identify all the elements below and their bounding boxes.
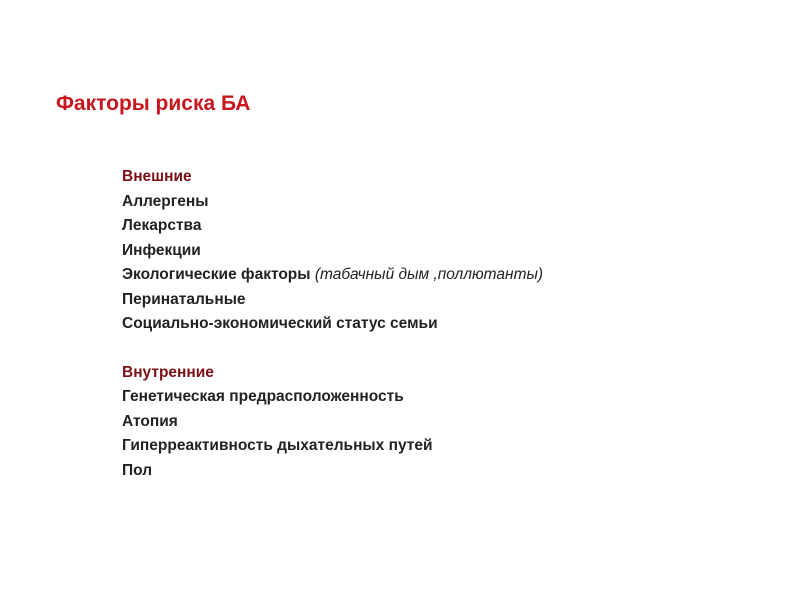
list-item-atopy [122, 410, 762, 435]
list-item-perinatal [122, 288, 762, 313]
item-text: Лекарства [122, 217, 202, 234]
item-text: Генетическая предрасположенность [122, 388, 404, 405]
list-item-airway-hyperreactivity [122, 434, 762, 459]
item-text: Аллергены [122, 192, 209, 210]
risk-factors-list [122, 165, 762, 507]
item-text: Пол [122, 461, 153, 479]
list-item-sex [122, 459, 762, 484]
group-internal [122, 361, 762, 484]
list-item-socioeconomic-status [122, 312, 762, 337]
item-text: Перинатальные [122, 290, 246, 308]
item-text: Экологические факторы [122, 266, 315, 283]
item-text: Инфекции [122, 241, 201, 259]
item-text: Гиперреактивность дыхательных путей [122, 437, 433, 454]
group-heading-external: Внешние [122, 168, 192, 185]
list-item-allergens [122, 190, 762, 215]
item-text: Атопия [122, 412, 178, 430]
item-text: Социально-экономический статус семьи [122, 315, 438, 332]
list-item-genetic-predisposition [122, 385, 762, 410]
group-heading-internal: Внутренние [122, 363, 214, 381]
list-item-infections [122, 239, 762, 264]
item-note: (табачный дым ,поллютанты) [314, 266, 544, 283]
group-external [122, 165, 762, 337]
list-item-environmental-factors [122, 263, 762, 288]
slide-title: Факторы риска БА [56, 92, 251, 115]
list-item-medications [122, 214, 762, 239]
